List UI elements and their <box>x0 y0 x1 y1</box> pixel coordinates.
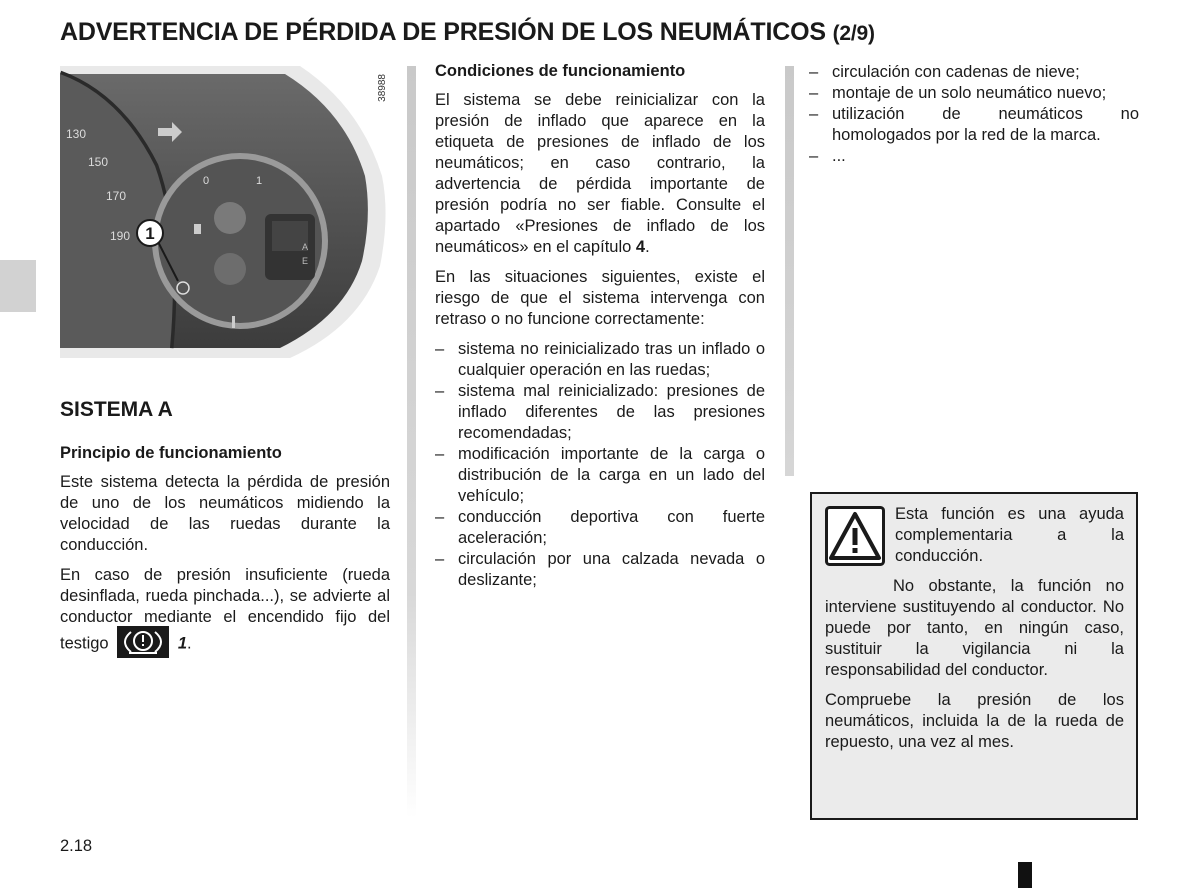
sentence-end: . <box>645 238 650 256</box>
sentence-end: . <box>187 634 192 653</box>
warning-triangle-icon <box>825 506 885 566</box>
list-item: – circulación por una calzada nevada o deslizante; <box>435 549 765 591</box>
gear-letter: A <box>302 242 309 252</box>
chapter-ref: 4 <box>635 238 646 256</box>
conditions-paragraph: En las situaciones siguientes, existe el riesgo de que el sistema intervenga con retraso o no funcione correctamente: <box>435 268 765 328</box>
principle-text <box>60 565 390 660</box>
warning-box <box>810 492 1138 820</box>
conditions-heading: Condiciones de funcionamiento <box>435 62 686 80</box>
coolant-temperature-icon <box>232 316 235 328</box>
page-number: 2.18 <box>60 837 93 855</box>
section-a <box>60 398 390 660</box>
speed-mark: 190 <box>110 229 131 243</box>
gauge-mark: 0 <box>203 175 210 187</box>
gear-letter: E <box>302 256 309 266</box>
conditions-paragraph <box>435 90 765 258</box>
gauge-mark: 1 <box>256 175 263 187</box>
chapter-tab <box>0 260 36 312</box>
list-item: – conducción deportiva con fuerte aceleración; <box>435 507 765 549</box>
tpms-warning-icon <box>117 626 169 658</box>
principle-text: Este sistema detecta la pérdida de presión de uno de los neumáticos midiendo la velocidad de las ruedas durante la conducción. <box>60 473 390 554</box>
risk-list <box>435 339 765 591</box>
list-item: – circulación con cadenas de nieve; <box>809 62 1139 83</box>
list-item: – utilización de neumáticos no homologados por la red de la marca. <box>809 104 1139 146</box>
column-divider <box>407 66 416 818</box>
speed-mark: 170 <box>106 189 127 203</box>
page-title <box>60 18 875 47</box>
page-edge-marker <box>1018 862 1032 888</box>
principle-heading: Principio de funcionamiento <box>60 444 282 462</box>
list-item: – montaje de un solo neumático nuevo; <box>809 83 1139 104</box>
risk-list <box>809 62 1139 167</box>
speed-mark: 130 <box>66 127 87 141</box>
gauge-cluster-icon <box>60 66 390 374</box>
warning-text: No obstante, la función no interviene sustituyendo al conductor. No puede por tanto, en ningún caso, sustituir la vigilancia ni la responsabilidad del conductor. <box>825 577 1124 679</box>
list-item: – ... <box>809 146 1139 167</box>
risk-list-continued <box>809 62 1139 167</box>
fuel-icon <box>194 224 201 234</box>
column-divider <box>785 66 794 476</box>
speed-mark: 150 <box>88 155 109 169</box>
principle-text-content: En caso de presión insuficiente (rueda desinflada, rueda pinchada...), se advierte al conductor mediante el encendido fijo del testigo <box>60 566 390 653</box>
title-part: (2/9) <box>832 22 875 45</box>
list-item: – modificación importante de la carga o distribución de la carga en un lado del vehículo; <box>435 444 765 507</box>
conditions-column <box>435 62 765 591</box>
warning-text: Esta función es una ayuda complementaria a la conducción. <box>895 505 1124 565</box>
callout-number: 1 <box>145 224 155 243</box>
list-item: – sistema mal reinicializado: presiones de inflado diferentes de las presiones recomendadas; <box>435 381 765 444</box>
conditions-text: El sistema se debe reinicializar con la presión de inflado que aparece en la etiqueta de presiones de inflado de los neumáticos; en caso contrario, la advertencia de pérdida importante de presión podría no ser fiable. Consulte el apartado «Presiones de inflado de los neumáticos» en el capítulo <box>435 91 765 256</box>
warning-text: Compruebe la presión de los neumáticos, incluida la de la rueda de repuesto, una vez al mes. <box>825 691 1124 751</box>
section-title: SISTEMA A <box>60 398 173 421</box>
figure-ref-code: 38988 <box>377 74 388 102</box>
dashboard-illustration <box>60 66 390 374</box>
callout-ref: 1 <box>177 634 187 653</box>
title-text: ADVERTENCIA DE PÉRDIDA DE PRESIÓN DE LOS NEUMÁTICOS <box>60 18 826 46</box>
list-item: – sistema no reinicializado tras un inflado o cualquier operación en las ruedas; <box>435 339 765 381</box>
